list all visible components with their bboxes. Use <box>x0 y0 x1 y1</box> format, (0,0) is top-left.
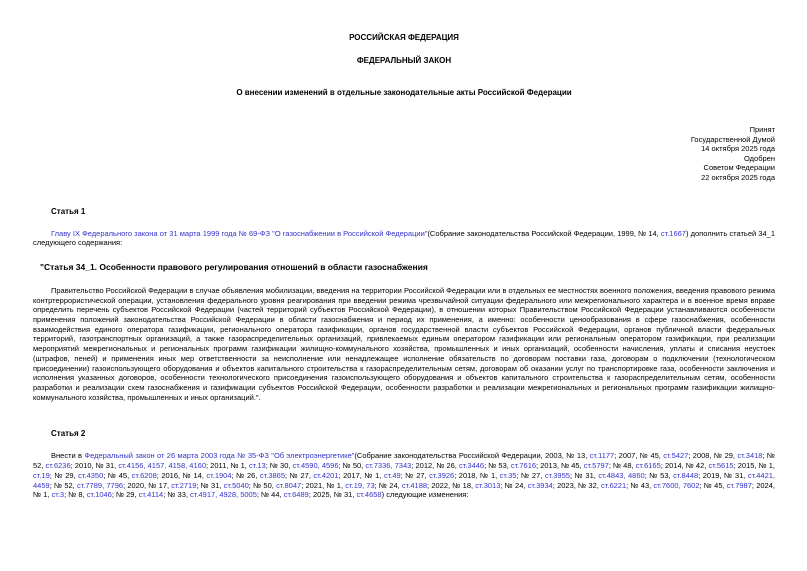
text-run: ; № 27, <box>285 470 314 480</box>
text-run: ; № 29, <box>111 490 139 500</box>
text-run: ; № 48, <box>608 461 636 471</box>
adoption-line: Принят <box>749 125 775 134</box>
text-run: ; 2020, № 17, <box>123 480 172 490</box>
article-2-intro <box>33 451 775 500</box>
law-reference-link[interactable]: ст.5797 <box>583 461 609 471</box>
law-reference-link[interactable]: ст.5427 <box>663 451 689 461</box>
text-run: ; № 45, <box>699 480 727 490</box>
text-run: ; 2022, № 18, <box>427 480 476 490</box>
law-reference-link[interactable]: ст.3865 <box>259 470 286 480</box>
law-reference-link[interactable]: ст.1177 <box>589 451 615 461</box>
law-reference-link[interactable]: ст.49 <box>383 470 401 480</box>
law-reference-link[interactable]: ст.6221 <box>601 480 627 490</box>
law-reference-link[interactable]: ст.7789, 7796 <box>76 480 124 490</box>
text-run: ) следующие изменения: <box>381 490 469 500</box>
law-reference-link[interactable]: ст.4917, 4928, 5005 <box>190 490 257 500</box>
law-reference-link[interactable]: ст.4188 <box>401 480 428 490</box>
text-run: ; № 45, <box>103 470 132 480</box>
text-run: ; № 27, <box>516 470 545 480</box>
law-reference-link[interactable]: ст.6208 <box>131 470 157 480</box>
law-reference-link[interactable]: ст.5615 <box>708 461 734 471</box>
text-run: ; 2025, № 31, <box>308 490 357 500</box>
law-reference-link[interactable]: ст.4658 <box>356 490 382 500</box>
article-34-1-heading: "Статья 34_1. Особенности правового регулирования отношений в области газоснабжения <box>40 261 428 272</box>
text-run: ; 2018, № 1, <box>454 470 500 480</box>
law-reference-link[interactable]: ст.4350 <box>78 470 104 480</box>
law-reference-link[interactable]: ст.3418 <box>737 451 763 461</box>
text-run: ; 2016, № 14, <box>156 470 207 480</box>
law-reference-link[interactable]: ст.6165 <box>635 461 661 471</box>
text-run: ; 2021, № 1, <box>301 480 346 490</box>
text-run: ; № 31, <box>196 480 224 490</box>
law-reference-link[interactable]: ст.13 <box>248 461 266 471</box>
text-run: ; 2011, № 1, <box>206 461 249 471</box>
law-reference-link[interactable]: ст.3446 <box>458 461 485 471</box>
text-run: ; № 26, <box>231 470 260 480</box>
text-run: ; № 8, <box>64 490 87 500</box>
law-reference-link[interactable]: ст.19, 73 <box>345 480 375 490</box>
text-run: Внести в <box>51 451 85 461</box>
law-reference-link[interactable]: Федеральный закон от 26 марта 2003 года № 35-ФЗ "Об электроэнергетике" <box>84 451 355 461</box>
law-reference-link[interactable]: ст.4590, 4596 <box>292 461 339 471</box>
text-run: ; № 52, <box>33 451 775 471</box>
law-reference-link[interactable]: ст.4421, 4459 <box>33 470 776 490</box>
law-reference-link[interactable]: ст.6236 <box>45 461 71 471</box>
text-run: ; № 24, <box>374 480 402 490</box>
text-run: ; № 53, <box>484 461 511 471</box>
article-1-heading: Статья 1 <box>51 206 86 216</box>
law-reference-link[interactable]: ст.3934 <box>527 480 553 490</box>
law-reference-link[interactable]: ст.19 <box>33 470 50 480</box>
text-run: ; 2007, № 45, <box>614 451 664 461</box>
adoption-block <box>33 125 775 183</box>
law-reference-link[interactable]: ст.4201 <box>313 470 339 480</box>
country-heading: РОССИЙСКАЯ ФЕДЕРАЦИЯ <box>349 33 459 42</box>
law-reference-link[interactable]: ст.8448 <box>673 470 699 480</box>
adoption-line: 14 октября 2025 года <box>701 144 775 154</box>
text-run: ; № 53, <box>644 470 674 480</box>
law-reference-link[interactable]: ст.5040 <box>223 480 249 490</box>
law-reference-link[interactable]: ст.1667 <box>660 228 686 238</box>
article-2-heading: Статья 2 <box>51 429 86 439</box>
text-run: ; № 44, <box>256 490 284 500</box>
law-reference-link[interactable]: ст.7600, 7602 <box>653 480 700 490</box>
law-reference-link[interactable]: ст.8047 <box>276 480 302 490</box>
law-reference-link[interactable]: ст.3955 <box>544 470 570 480</box>
text-run: ; 2014, № 42, <box>660 461 709 471</box>
text-run: ; 2008, № 29, <box>688 451 738 461</box>
law-reference-link[interactable]: ст.7987 <box>726 480 752 490</box>
law-reference-link[interactable]: ст.2719 <box>171 480 197 490</box>
text-run: ; 2017, № 1, <box>338 470 384 480</box>
text-run: ; № 29, <box>49 470 79 480</box>
law-reference-link[interactable]: ст.4156, 4157, 4158, 4160 <box>118 461 206 471</box>
article-34-1-body: Правительство Российской Федерации в случае объявления мобилизации, введения на территории Российской Федерации или в отдельных ее местностях военного положения, введения правового режима контртеррористической операции, установления федерального уровня реагирования при введении режима чрезвычайной ситуации федерального или межрегионального характера и в военное время вправе определить перечень субъектов Российской Федерации (частей территорий субъектов Российской Федерации), в отношении которых Правительством Российской Федерации устанавливаются особенности применения положений законодательства Российской Федерации в области газоснабжения и период их применения, а именно: особенности ценообразования в сфере газоснабжения, особенности взаимодействия единого оператора газификации, регионального оператора газификации, органов государственной власти субъектов Российской Федерации, органов публичной власти федеральных территорий, газотранспортных организаций, а также газораспределительных организаций, привлекаемых единым оператором газификации или региональным оператором газификации, при реализации мероприятий межрегиональных и региональных программ газификации жилищно-коммунального хозяйства, промышленных и иных организаций, особенности начисления, уплаты и списания неустоек (штрафов, пеней) и применения иных мер ответственности за неисполнение или ненадлежащее исполнение обязательств по договорам поставки газа, договорам о подключении (технологическом присоединении) газоиспользующего оборудования и объектов капитального строительства к газораспределительным сетям, договорам об оказании услуг по транспортировке газа, особенности заключения и исполнения указанных договоров, особенности технологического присоединения газоиспользующего оборудования и объектов капитального строительства к газораспределительным сетям, особенности разработки и реализации схем газоснабжения и газификации субъектов Российской Федерации, особенности разработки и реализации межрегиональных и региональных программ газификации жилищно-коммунального хозяйства, промышленных и иных организаций.". <box>33 285 775 402</box>
law-reference-link[interactable]: ст.4843, 4860 <box>598 470 645 480</box>
text-run: ; № 50, <box>338 461 366 471</box>
adoption-line: Одобрен <box>744 153 775 163</box>
law-reference-link[interactable]: Главу IX Федерального закона от 31 марта 1999 года № 69-ФЗ "О газоснабжении в Российской Федерации" <box>51 228 428 238</box>
text-run: ; 2023, № 32, <box>552 480 602 490</box>
text-run: ; № 31, <box>569 470 599 480</box>
adoption-line: 22 октября 2025 года <box>701 172 775 182</box>
text-run: (Собрание законодательства Российской Федерации, 2003, № 13, <box>354 451 590 461</box>
text-run: ; № 52, <box>49 480 77 490</box>
law-reference-link[interactable]: ст.1904 <box>206 470 232 480</box>
law-reference-link[interactable]: ст.3926 <box>429 470 455 480</box>
text-run: ; № 43, <box>626 480 654 490</box>
law-reference-link[interactable]: ст.1046 <box>86 490 112 500</box>
law-reference-link[interactable]: ст.4114 <box>138 490 164 500</box>
doc-type-heading: ФЕДЕРАЛЬНЫЙ ЗАКОН <box>356 56 452 65</box>
text-run: ; 2019, № 31, <box>698 470 748 480</box>
law-reference-link[interactable]: ст.7616 <box>510 461 537 471</box>
text-run: (Собрание законодательства Российской Федерации, 1999, № 14, <box>427 228 661 238</box>
law-reference-link[interactable]: ст.35 <box>499 470 517 480</box>
law-reference-link[interactable]: ст.7336, 7343 <box>365 461 412 471</box>
text-run: ; № 30, <box>265 461 293 471</box>
article-1-intro <box>33 229 775 248</box>
law-reference-link[interactable]: ст.3 <box>51 490 65 500</box>
adoption-line: Государственной Думой <box>690 134 775 144</box>
text-run: ; 2012, № 26, <box>411 461 459 471</box>
document-title: О внесении изменений в отдельные законодательные акты Российской Федерации <box>236 88 572 97</box>
law-reference-link[interactable]: ст.3013 <box>475 480 501 490</box>
text-run: ; № 27, <box>400 470 430 480</box>
text-run: ; 2013, № 45, <box>536 461 584 471</box>
text-run: ; 2010, № 31, <box>70 461 119 471</box>
text-run: ; № 33, <box>163 490 191 500</box>
text-run: ; № 24, <box>500 480 528 490</box>
text-run: ) дополнить статьей 34_1 следующего содержания: <box>33 228 775 248</box>
text-run: ; № 50, <box>248 480 277 490</box>
adoption-line: Советом Федерации <box>703 163 775 173</box>
text-run: ; 2024, № 1, <box>33 480 775 500</box>
text-run: ; 2015, № 1, <box>733 461 775 471</box>
law-reference-link[interactable]: ст.6489 <box>283 490 309 500</box>
